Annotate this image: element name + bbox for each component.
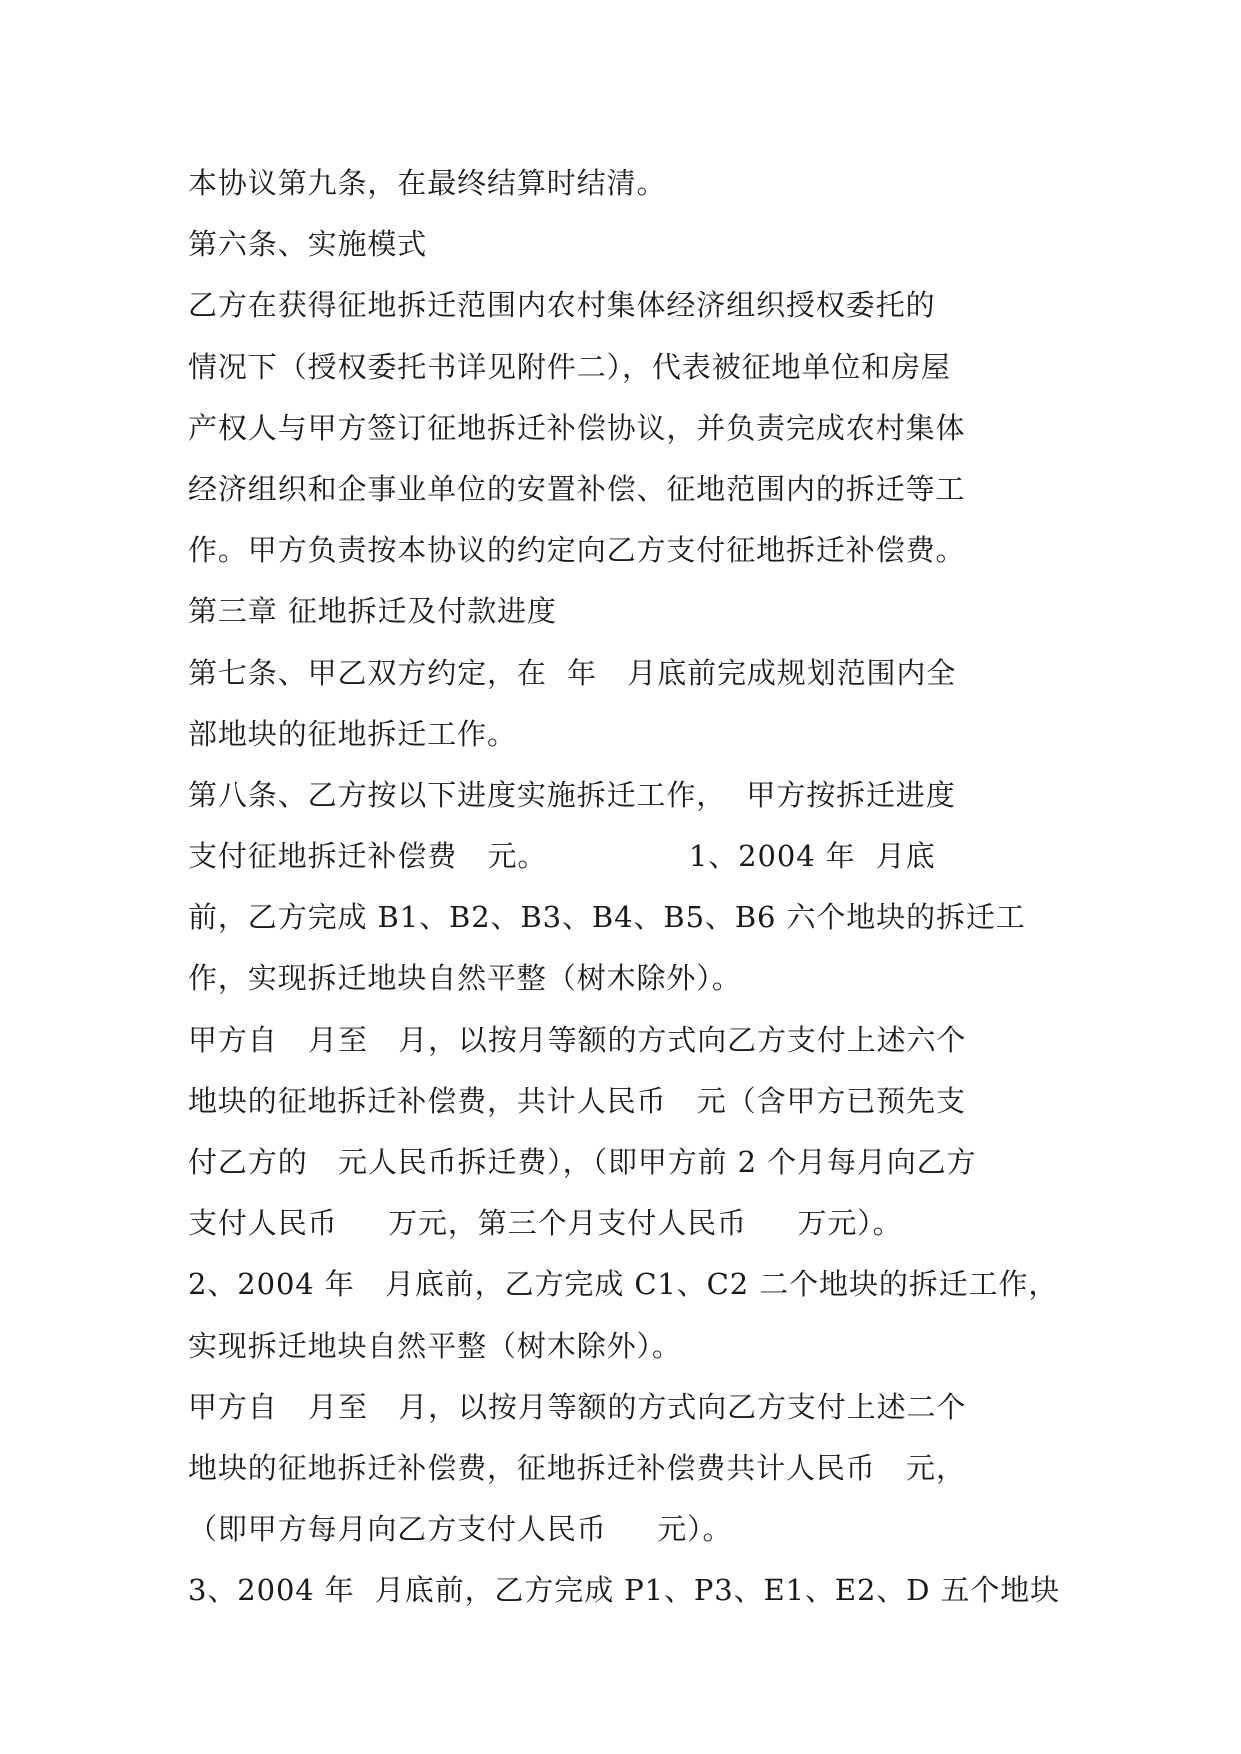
text-line: 情况下（授权委托书详见附件二），代表被征地单位和房屋 [188, 349, 951, 384]
text-line: 本协议第九条，在最终结算时结清。 [188, 166, 667, 200]
text-line: 甲方自 月至 月，以按月等额的方式向乙方支付上述六个 [188, 1022, 967, 1057]
text-line: 第七条、甲乙双方约定，在 年 月底前完成规划范围内全 [188, 655, 957, 690]
text-line: 部地块的征地拆迁工作。 [188, 716, 517, 751]
text-line: 实现拆迁地块自然平整（树木除外）。 [188, 1328, 682, 1363]
text-line: （即甲方每月向乙方支付人民币 元）。 [188, 1512, 733, 1547]
document-body [188, 165, 1068, 1634]
text-line: 乙方在获得征地拆迁范围内农村集体经济组织授权委托的 [188, 288, 936, 323]
text-line: 3、2004 年 月底前，乙方完成 P1、P3、E1、E2、D 五个地块 [188, 1573, 1061, 1608]
text-line: 支付征地拆迁补偿费 元。 1、2004 年 月底 [188, 839, 936, 874]
text-line: 付乙方的 元人民币拆迁费），（即甲方前 2 个月每月向乙方 [188, 1145, 977, 1179]
text-line: 2、2004 年 月底前，乙方完成 C1、C2 二个地块的拆迁工作， [188, 1267, 1059, 1302]
text-line: 前，乙方完成 B1、B2、B3、B4、B5、B6 六个地块的拆迁工 [188, 900, 1026, 935]
text-line: 支付人民币 万元，第三个月支付人民币 万元）。 [188, 1206, 903, 1241]
text-line: 作，实现拆迁地块自然平整（树木除外）。 [188, 961, 742, 996]
text-line: 经济组织和企事业单位的安置补偿、征地范围内的拆迁等工 [188, 471, 966, 506]
text-line: 甲方自 月至 月，以按月等额的方式向乙方支付上述二个 [188, 1389, 967, 1424]
chapter-heading: 第三章 征地拆迁及付款进度 [188, 594, 557, 629]
text-line: 第八条、乙方按以下进度实施拆迁工作， 甲方按拆迁进度 [188, 777, 956, 812]
text-line: 地块的征地拆迁补偿费，共计人民币 元（含甲方已预先支 [188, 1083, 966, 1118]
text-line: 作。甲方负责按本协议的约定向乙方支付征地拆迁补偿费。 [188, 533, 966, 568]
text-line: 地块的征地拆迁补偿费，征地拆迁补偿费共计人民币 元， [188, 1450, 966, 1485]
text-line: 产权人与甲方签订征地拆迁补偿协议，并负责完成农村集体 [188, 410, 966, 445]
article-heading: 第六条、实施模式 [188, 227, 428, 262]
